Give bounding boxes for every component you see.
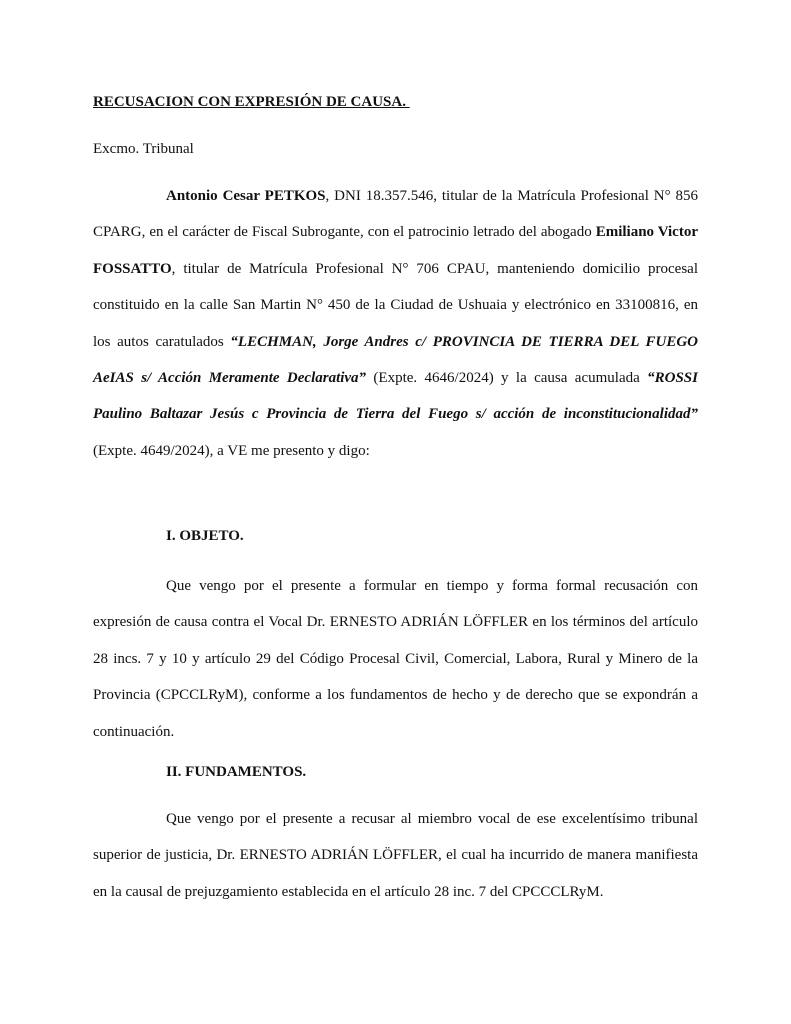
party-name: Antonio Cesar PETKOS bbox=[166, 188, 326, 204]
section-heading-fundamentos: II. FUNDAMENTOS. bbox=[166, 764, 307, 780]
intro-text-4: (Expte. 4649/2024), a VE me presento y digo: bbox=[93, 442, 370, 459]
lawyer-name: Emiliano Victor FOSSATTO bbox=[93, 224, 698, 277]
case-title-2: “ROSSI Paulino Baltazar Jesús c Provincia de Tierra del Fuego s/ acción de inconstitucionalidad” bbox=[93, 370, 698, 423]
intro-text-1: , DNI 18.357.546, titular de la Matrícula Profesional N° 856 CPARG, en el carácter de Fiscal Subrogante, con el patrocinio letrado del abogado bbox=[93, 188, 698, 241]
objeto-paragraph: Que vengo por el presente a formular en tiempo y forma formal recusación con expresión de causa contra el Vocal Dr. ERNESTO ADRIÁN LÖFFLER en los términos del artículo 28 incs. 7 y 10 y artículo 29 del Código Procesal Civil, Comercial, Labora, Rural y Minero de la Provincia (CPCCLRyM), conforme a los fundamentos de hecho y de derecho que se expondrán a continuación. bbox=[93, 578, 698, 740]
intro-paragraph bbox=[93, 178, 698, 469]
intro-text-2: , titular de Matrícula Profesional N° 706 CPAU, manteniendo domicilio procesal constituido en la calle San Martin N° 450 de la Ciudad de Ushuaia y electrónico en 33100816, en los autos caratulados bbox=[93, 260, 698, 350]
intro-text-3: (Expte. 4646/2024) y la causa acumulada bbox=[366, 370, 648, 387]
document-title: RECUSACION CON EXPRESIÓN DE CAUSA. bbox=[93, 94, 410, 110]
case-title-1: “LECHMAN, Jorge Andres c/ PROVINCIA DE TIERRA DEL FUEGO AeIAS s/ Acción Meramente Declarativa” bbox=[93, 333, 698, 387]
fundamentos-paragraph: Que vengo por el presente a recusar al miembro vocal de ese excelentísimo tribunal superior de justicia, Dr. ERNESTO ADRIÁN LÖFFLER, el cual ha incurrido de manera manifiesta en la causal de prejuzgamiento establecida en el artículo 28 inc. 7 del CPCCCLRyM. bbox=[93, 811, 698, 900]
section-heading-objeto: I. OBJETO. bbox=[166, 528, 244, 544]
salutation: Excmo. Tribunal bbox=[93, 141, 194, 157]
